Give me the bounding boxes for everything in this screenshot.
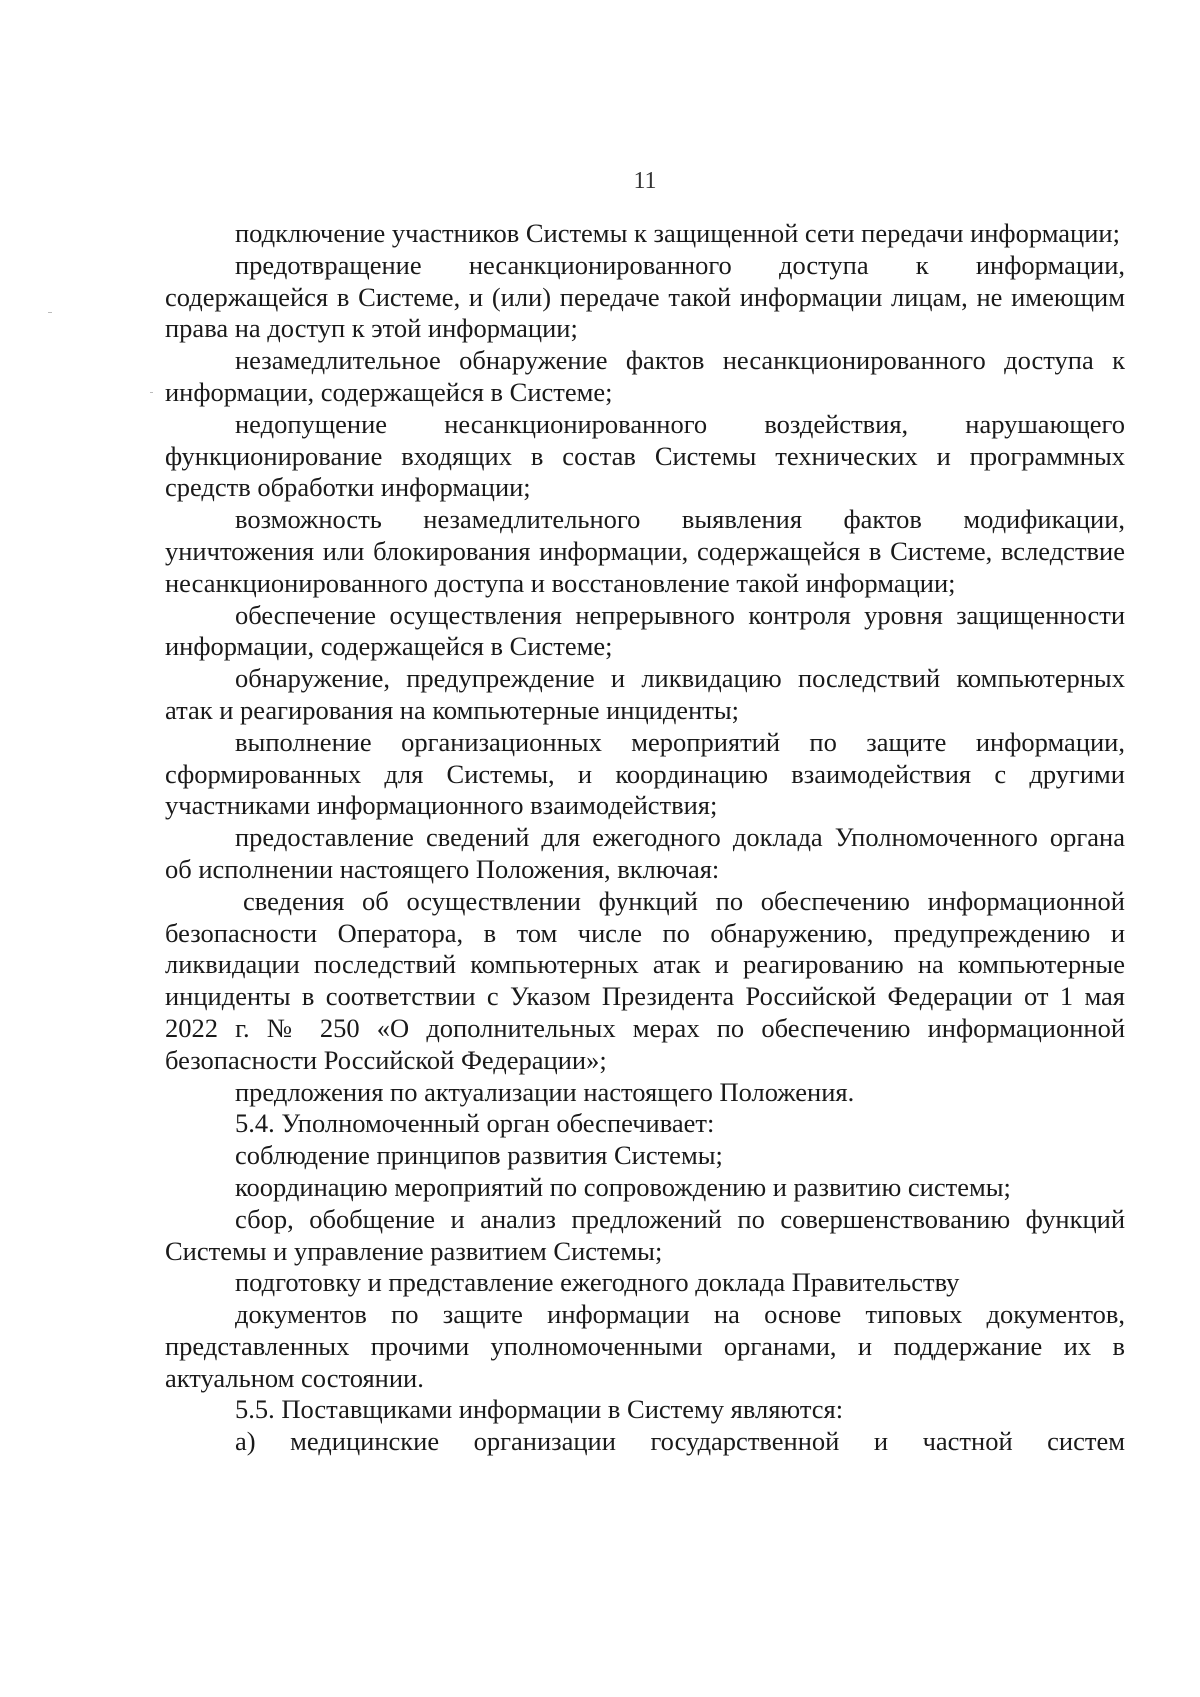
paragraph: соблюдение принципов развития Системы; bbox=[235, 1140, 723, 1171]
paragraph: подготовку и представление ежегодного доклада Правительству bbox=[235, 1267, 960, 1298]
paragraph: обнаружение, предупреждение и ликвидацию последствий компьютерных атак и реагирования на компьютерные инциденты; bbox=[165, 663, 1125, 725]
section-heading: 5.5. Поставщиками информации в Систему являются: bbox=[235, 1394, 844, 1425]
paragraph: обеспечение осуществления непрерывного контроля уровня защищенности информации, содержащейся в Системе; bbox=[165, 599, 1125, 662]
paragraph: предложения по актуализации настоящего Положения. bbox=[235, 1076, 855, 1107]
paragraph: предоставление сведений для ежегодного доклада Уполномоченного органа об исполнении настоящего Положения, включая: bbox=[165, 822, 1125, 884]
scan-artifact bbox=[150, 392, 153, 393]
paragraph: а) медицинские организации государственной и частной систем bbox=[235, 1426, 1125, 1457]
paragraph: возможность незамедлительного выявления фактов модификации, уничтожения или блокирования информации, содержащейся в Системе, вследствие несанкционированного доступа и восстановление такой информации; bbox=[165, 504, 1125, 598]
paragraph: координацию мероприятий по сопровождению и развитию системы; bbox=[235, 1171, 1011, 1202]
page-number: 11 bbox=[633, 168, 657, 194]
paragraph: незамедлительное обнаружение фактов несанкционированного доступа к информации, содержащейся в Системе; bbox=[165, 345, 1125, 407]
document-body bbox=[165, 218, 1125, 1458]
paragraph: недопущение несанкционированного воздействия, нарушающего функционирование входящих в состав Системы технических и программных средств обработки информации; bbox=[165, 408, 1125, 503]
paragraph: предотвращение несанкционированного доступа к информации, содержащейся в Системе, и (или) передаче такой информации лицам, не имеющим права на доступ к этой информации; bbox=[165, 249, 1125, 344]
section-heading: 5.4. Уполномоченный орган обеспечивает: bbox=[235, 1108, 715, 1139]
scan-artifact bbox=[48, 312, 52, 313]
paragraph: выполнение организационных мероприятий по защите информации, сформированных для Системы, и координацию взаимодействия с другими участниками информационного взаимодействия; bbox=[165, 726, 1125, 821]
paragraph: подключение участников Системы к защищенной сети передачи информации; bbox=[235, 218, 1120, 248]
paragraph: документов по защите информации на основе типовых документов, представленных прочими уполномоченными органами, и поддержание их в актуальном состоянии. bbox=[165, 1299, 1125, 1393]
paragraph: сбор, обобщение и анализ предложений по совершенствованию функций Системы и управление развитием Системы; bbox=[165, 1203, 1125, 1266]
paragraph: сведения об осуществлении функций по обеспечению информационной безопасности Оператора, в том числе по обнаружению, предупреждению и ликвидации последствий компьютерных атак и реагированию на компьютерные инциденты в соответствии с Указом Президента Российской Федерации от 1 мая 2022 г. № 250 «О дополнительных мерах по обеспечению информационной безопасности Российской Федерации»; bbox=[165, 885, 1125, 1075]
